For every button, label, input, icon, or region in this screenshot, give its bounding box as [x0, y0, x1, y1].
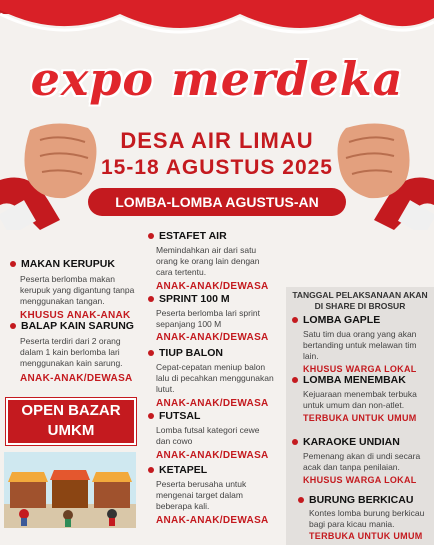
event-desc: Cepat-cepatan meniup balon lalu di pecahkan menggunakan lutut. — [156, 362, 274, 395]
open-bazar-badge — [6, 398, 136, 445]
event-desc: Pemenang akan di undi secara acak dan tanpa penilaian. — [303, 451, 421, 473]
event-name: KARAOKE UNDIAN — [303, 436, 400, 448]
event-name: BALAP KAIN SARUNG — [21, 320, 134, 332]
event-karaoke-undian — [292, 436, 430, 485]
event-category: ANAK-ANAK/DEWASA — [156, 398, 269, 410]
event-category: ANAK-ANAK/DEWASA — [20, 373, 133, 385]
bullet-icon — [292, 377, 298, 383]
event-category: TERBUKA UNTUK UMUM — [309, 531, 423, 542]
bullet-icon — [292, 439, 298, 445]
event-name: KETAPEL — [159, 464, 208, 476]
event-desc: Peserta terdiri dari 2 orang dalam 1 kain berlomba lari menggunakan kain sarung. — [20, 336, 123, 369]
event-desc: Lomba futsal kategori cewe dan cowo — [156, 425, 260, 447]
bunting-icon — [0, 0, 434, 60]
event-category: ANAK-ANAK/DEWASA — [156, 450, 269, 462]
bullet-icon — [148, 296, 154, 302]
event-desc: Peserta berlomba makan kerupuk yang digantung tanpa menggunakan tangan. — [20, 274, 135, 307]
event-name: ESTAFET AIR — [159, 230, 227, 242]
event-tiup-balon — [148, 347, 276, 409]
village-name: DESA AIR LIMAU — [120, 128, 314, 153]
bullet-icon — [148, 413, 154, 419]
bullet-icon — [292, 317, 298, 323]
event-name: MAKAN KERUPUK — [21, 258, 115, 270]
bullet-icon — [148, 233, 154, 239]
event-desc: Peserta berlomba lari sprint sepanjang 100 M — [156, 308, 260, 330]
event-name: SPRINT 100 M — [159, 293, 230, 305]
bullet-icon — [10, 261, 16, 267]
event-desc: Kontes lomba burung berkicau bagi para kicau mania. — [309, 508, 425, 530]
event-futsal — [148, 410, 276, 461]
event-balap-kain-sarung — [10, 320, 140, 384]
bullet-icon — [148, 467, 154, 473]
event-lomba-gaple — [292, 314, 430, 374]
event-burung-berkicau — [298, 494, 430, 541]
event-name: TIUP BALON — [159, 347, 223, 359]
event-name: FUTSAL — [159, 410, 201, 422]
event-ketapel — [148, 464, 276, 526]
event-sprint — [148, 293, 276, 343]
event-desc: Satu tim dua orang yang akan bertanding untuk melawan tim lain. — [303, 329, 417, 362]
bullet-icon — [10, 323, 16, 329]
poster-title: expo merdeka — [30, 52, 404, 106]
event-name: LOMBA GAPLE — [303, 314, 381, 326]
market-stall-icon — [4, 452, 136, 528]
event-category: ANAK-ANAK/DEWASA — [156, 332, 269, 344]
bullet-icon — [298, 497, 304, 503]
event-name: BURUNG BERKICAU — [309, 494, 414, 506]
event-name: LOMBA MENEMBAK — [303, 374, 406, 386]
bullet-icon — [148, 350, 154, 356]
event-category: ANAK-ANAK/DEWASA — [156, 281, 269, 293]
event-category: KHUSUS ANAK-ANAK — [20, 310, 131, 322]
event-category: TERBUKA UNTUK UMUM — [303, 413, 417, 424]
event-desc: Peserta berusaha untuk mengenai target dalam beberapa kali. — [156, 479, 247, 512]
event-desc: Kejuaraan menembak terbuka untuk umum dan non-atlet. — [303, 389, 417, 411]
schedule-note: TANGGAL PELAKSANAAN AKAN DI SHARE DI BROSUR — [292, 290, 428, 312]
event-category: KHUSUS WARGA LOKAL — [303, 364, 417, 375]
event-dates: 15-18 AGUSTUS 2025 — [101, 156, 333, 179]
bazar-line1: OPEN BAZAR — [21, 402, 121, 419]
event-makan-kerupuk — [10, 258, 140, 321]
event-lomba-menembak — [292, 374, 430, 423]
event-category: ANAK-ANAK/DEWASA — [156, 515, 269, 527]
event-estafet-air — [148, 230, 276, 292]
bazar-line2: UMKM — [47, 422, 95, 439]
event-desc: Memindahkan air dari satu orang ke orang lain dengan cara tertentu. — [156, 245, 260, 278]
event-category: KHUSUS WARGA LOKAL — [303, 475, 417, 486]
competition-banner: LOMBA-LOMBA AGUSTUS-AN — [88, 188, 346, 216]
